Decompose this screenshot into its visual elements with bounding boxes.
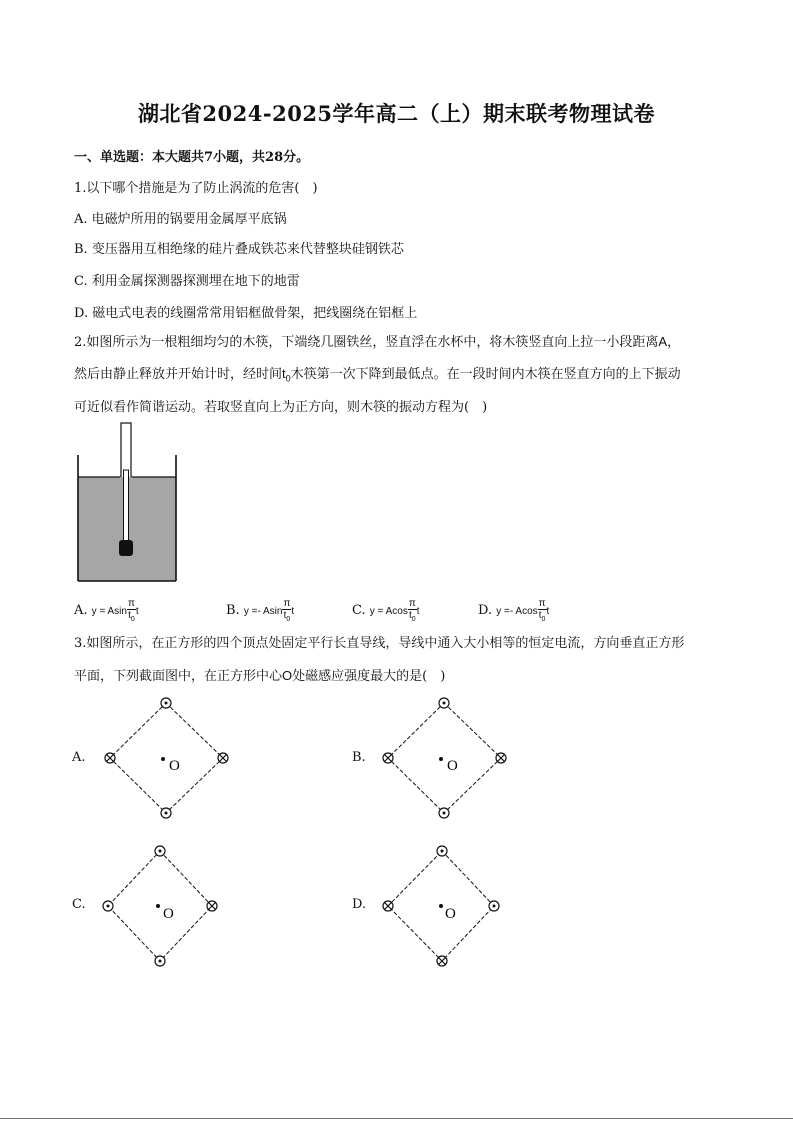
- center-label: O: [447, 758, 458, 774]
- wire-out-of-page-icon: [439, 808, 449, 818]
- wire-out-of-page-icon: [161, 808, 171, 818]
- q2-var-a: A: [658, 334, 668, 349]
- wire-out-of-page-icon: [439, 698, 449, 708]
- center-label: O: [169, 758, 180, 774]
- wire-out-of-page-icon: [161, 698, 171, 708]
- wire-into-page-icon: [207, 901, 217, 911]
- q3-var-o: O: [282, 668, 293, 683]
- q2-line2-a: 然后由静止释放并开始计时，经时间: [74, 367, 283, 382]
- q2-stem-line2: [74, 363, 681, 384]
- section-heading: 一、单选题：本大题共7小题，共28分。: [74, 150, 310, 165]
- wire-into-page-icon: [383, 901, 393, 911]
- wire-out-of-page-icon: [103, 901, 113, 911]
- q1-option-c: C. 利用金属探测器探测埋在地下的地雷: [74, 274, 300, 289]
- wire-into-page-icon: [437, 956, 447, 966]
- center-point: [439, 904, 443, 908]
- q2-stem-line3: 可近似看作简谐运动。若取竖直向上为正方向，则木筷的振动方程为( ): [74, 400, 488, 415]
- center-point: [439, 757, 443, 761]
- page-bottom-rule: [0, 1118, 793, 1119]
- q3-option-a-label[interactable]: A.: [72, 750, 86, 765]
- square-outline: [388, 703, 501, 813]
- q3-diagram-b[interactable]: [378, 695, 513, 825]
- square-outline: [110, 703, 223, 813]
- q2-formula-c: y = Acos $\frac{\pi}{t_0}$ t: [369, 598, 420, 623]
- q3-option-d-label[interactable]: D.: [352, 897, 367, 912]
- q2-option-b[interactable]: B. y =- Asin $\frac{\pi}{t_0}$ t: [226, 598, 295, 623]
- wire-out-of-page-icon: [437, 846, 447, 856]
- q2-line1-end: ，: [667, 335, 681, 350]
- center-label: O: [445, 906, 456, 922]
- chopstick-inner: [124, 470, 129, 549]
- q1-option-a: A. 电磁炉所用的锅要用金属厚平底锅: [74, 212, 287, 227]
- q1-option-b: B. 变压器用互相绝缘的硅片叠成铁芯来代替整块硅钢铁芯: [74, 242, 404, 257]
- q2-option-a[interactable]: A. y = Asin $\frac{\pi}{t_0}$ t: [74, 598, 139, 623]
- q2-stem-line1: [74, 331, 680, 350]
- q2-t0: $t_0$: [282, 366, 291, 384]
- q1-stem: 1.以下哪个措施是为了防止涡流的危害( ): [74, 181, 318, 196]
- wire-out-of-page-icon: [155, 956, 165, 966]
- q2-formula-b: y =- Asin $\frac{\pi}{t_0}$ t: [243, 598, 295, 623]
- q3-diagram-a[interactable]: [100, 695, 235, 825]
- q2-option-c[interactable]: C. y = Acos $\frac{\pi}{t_0}$ t: [352, 598, 420, 623]
- q2-line1-text: 2.如图所示为一根粗细均匀的木筷，下端绕几圈铁丝，竖直浮在水杯中，将木筷竖直向上拉一小段距离: [74, 335, 659, 350]
- wire-out-of-page-icon: [155, 846, 165, 856]
- center-label: O: [163, 906, 174, 922]
- q3-diagram-d[interactable]: [376, 843, 511, 973]
- wire-into-page-icon: [105, 753, 115, 763]
- center-point: [156, 904, 160, 908]
- q3-option-c-label[interactable]: C.: [72, 897, 86, 912]
- wire-out-of-page-icon: [489, 901, 499, 911]
- center-point: [161, 757, 165, 761]
- iron-wire-coil: [119, 540, 133, 556]
- q1-option-d: D. 磁电式电表的线圈常常用铝框做骨架，把线圈绕在铝框上: [74, 306, 418, 321]
- wire-into-page-icon: [383, 753, 393, 763]
- beaker-figure: [70, 420, 185, 585]
- q2-line2-b: 木筷第一次下降到最低点。在一段时间内木筷在竖直方向的上下振动: [290, 367, 681, 382]
- wire-into-page-icon: [496, 753, 506, 763]
- page-title: 湖北省2024-2025学年高二（上）期末联考物理试卷: [137, 101, 656, 126]
- q3-stem-line2: 平面，下列截面图中，在正方形中心O处磁感应强度最大的是( ): [74, 668, 446, 684]
- q2-option-d[interactable]: D. y =- Acos $\frac{\pi}{t_0}$ t: [478, 598, 550, 623]
- q2-formula-d: y =- Acos $\frac{\pi}{t_0}$ t: [496, 598, 550, 623]
- q2-formula-a: y = Asin $\frac{\pi}{t_0}$ t: [91, 598, 139, 623]
- wire-into-page-icon: [218, 753, 228, 763]
- q3-diagram-c[interactable]: [94, 843, 229, 973]
- q3-stem-line1: 3.如图所示，在正方形的四个顶点处固定平行长直导线，导线中通入大小相等的恒定电流，方向垂直正方形: [74, 636, 685, 651]
- q3-option-b-label[interactable]: B.: [352, 750, 366, 765]
